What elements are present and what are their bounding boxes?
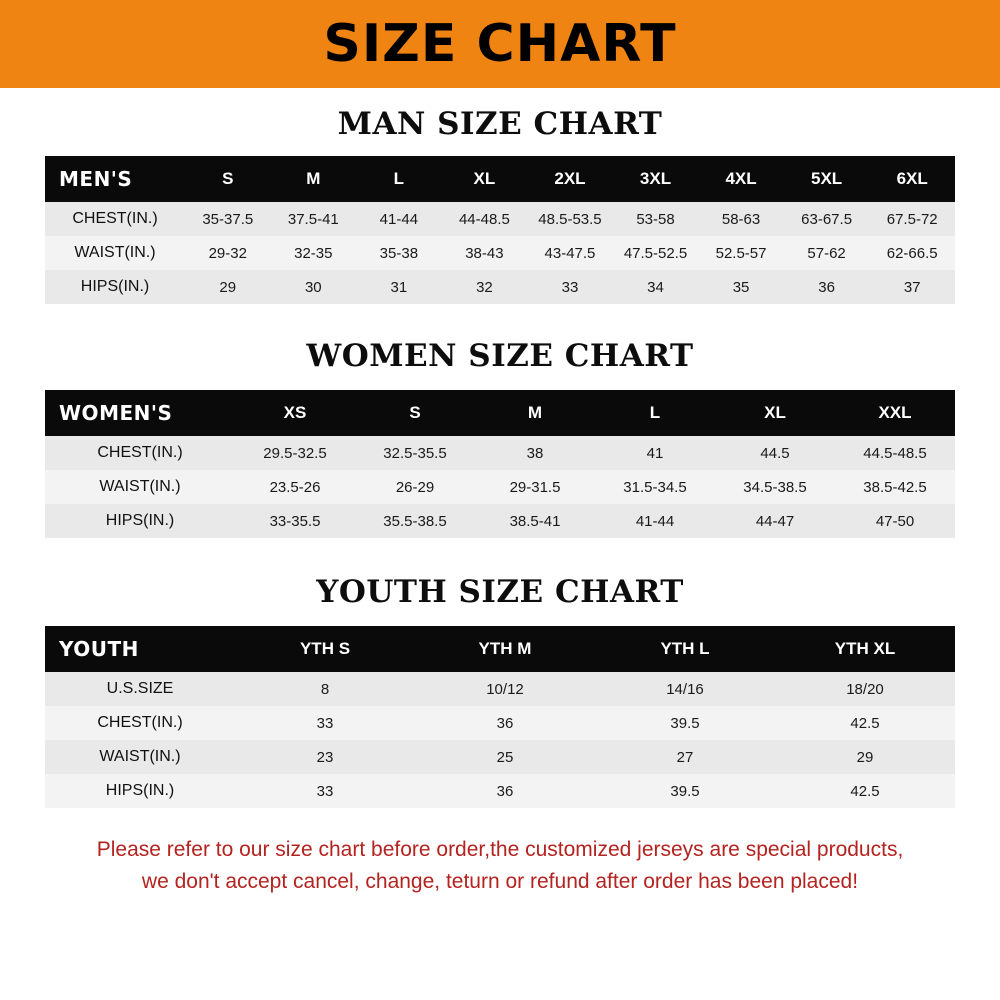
table-row: [45, 706, 955, 740]
page-banner: [0, 0, 1000, 88]
cell: 33-35.5: [269, 512, 321, 530]
row-label: CHEST(IN.): [97, 444, 183, 461]
cell: 32.5-35.5: [383, 444, 447, 462]
cell: 37.5-41: [287, 210, 339, 228]
row-label: WAIST(IN.): [99, 748, 181, 765]
cell: 63-67.5: [801, 210, 853, 228]
disclaimer-note: [30, 834, 970, 897]
men-col-header: 2XL: [554, 169, 586, 188]
women-section-heading: WOMEN SIZE CHART: [306, 338, 694, 374]
table-header-row: [45, 156, 955, 202]
cell: 41-44: [379, 210, 419, 228]
table-row: [45, 504, 955, 538]
cell: 32-35: [294, 244, 333, 262]
cell: 42.5: [850, 714, 880, 732]
cell: 41-44: [635, 512, 675, 530]
youth-table-wrapper: [45, 626, 955, 808]
men-table-wrapper: [45, 156, 955, 304]
men-col-header: M: [306, 169, 321, 188]
cell: 26-29: [395, 478, 435, 496]
cell: 38.5-41: [509, 512, 561, 530]
cell: 32: [476, 278, 493, 296]
cell: 31: [390, 278, 408, 296]
cell: 48.5-53.5: [538, 210, 602, 228]
cell: 10/12: [486, 680, 524, 698]
cell: 57-62: [807, 244, 846, 262]
youth-col-header: YTH S: [299, 639, 351, 658]
youth-header-label: YOUTH: [59, 637, 139, 661]
cell: 38: [526, 444, 544, 462]
table-header-row: [45, 626, 955, 672]
cell: 31.5-34.5: [623, 478, 687, 496]
cell: 29.5-32.5: [263, 444, 327, 462]
women-size-table: [45, 390, 955, 538]
cell: 29: [856, 748, 874, 766]
cell: 58-63: [721, 210, 761, 228]
men-section-heading: MAN SIZE CHART: [337, 106, 663, 142]
cell: 35-37.5: [202, 210, 254, 228]
youth-size-table: [45, 626, 955, 808]
cell: 25: [496, 748, 514, 766]
cell: 35.5-38.5: [383, 512, 447, 530]
table-header-row: [45, 390, 955, 436]
youth-col-header: YTH M: [478, 639, 532, 658]
table-row: [45, 236, 955, 270]
men-col-header: 6XL: [896, 169, 928, 188]
table-row: [45, 470, 955, 504]
row-label: WAIST(IN.): [99, 478, 181, 495]
table-row: [45, 740, 955, 774]
cell: 52.5-57: [715, 244, 767, 262]
row-label: HIPS(IN.): [105, 512, 175, 529]
men-col-header: S: [222, 169, 234, 188]
row-label: WAIST(IN.): [74, 244, 156, 261]
youth-col-header: YTH L: [660, 639, 710, 658]
cell: 39.5: [670, 714, 700, 732]
cell: 42.5: [850, 782, 880, 800]
cell: 47.5-52.5: [623, 244, 688, 262]
women-col-header: M: [527, 403, 543, 422]
cell: 18/20: [846, 680, 884, 698]
women-col-header: XL: [764, 403, 786, 422]
cell: 30: [304, 278, 322, 296]
table-row: [45, 202, 955, 236]
cell: 8: [320, 680, 330, 698]
cell: 36: [496, 782, 514, 800]
women-col-header: XXL: [878, 403, 912, 422]
table-row: [45, 672, 955, 706]
youth-section-heading: YOUTH SIZE CHART: [316, 574, 684, 610]
cell: 53-58: [636, 210, 675, 228]
table-row: [45, 774, 955, 808]
cell: 44.5-48.5: [863, 444, 927, 462]
cell: 33: [561, 278, 579, 296]
cell: 44-48.5: [458, 210, 510, 228]
cell: 14/16: [666, 680, 704, 698]
cell: 36: [818, 278, 835, 296]
table-row: [45, 270, 955, 304]
cell: 36: [496, 714, 514, 732]
row-label: CHEST(IN.): [97, 714, 183, 731]
cell: 41: [646, 444, 664, 462]
cell: 27: [676, 748, 694, 766]
cell: 34.5-38.5: [743, 478, 807, 496]
men-col-header: 3XL: [639, 169, 672, 188]
cell: 39.5: [670, 782, 700, 800]
women-col-header: S: [409, 403, 421, 422]
disclaimer-line-1: Please refer to our size chart before order,the customized jerseys are special products,: [96, 838, 904, 861]
men-col-header: XL: [473, 169, 496, 188]
cell: 23: [316, 748, 334, 766]
men-col-header: 4XL: [725, 169, 757, 188]
men-header-label: MEN'S: [59, 167, 133, 191]
men-col-header: L: [393, 169, 405, 188]
cell: 29-32: [208, 244, 247, 262]
row-label: HIPS(IN.): [80, 278, 150, 295]
row-label: CHEST(IN.): [72, 210, 158, 227]
cell: 35: [732, 278, 750, 296]
men-size-table: [45, 156, 955, 304]
row-label: U.S.SIZE: [106, 680, 174, 697]
cell: 34: [647, 278, 664, 296]
page-title: SIZE CHART: [323, 14, 677, 74]
cell: 35-38: [379, 244, 419, 262]
women-table-wrapper: [45, 390, 955, 538]
row-label: HIPS(IN.): [105, 782, 175, 799]
cell: 33: [316, 714, 334, 732]
cell: 29-31.5: [509, 478, 561, 496]
youth-col-header: YTH XL: [834, 639, 896, 658]
women-header-label: WOMEN'S: [59, 401, 173, 425]
table-row: [45, 436, 955, 470]
cell: 33: [316, 782, 334, 800]
cell: 37: [903, 278, 921, 296]
disclaimer-line-2: we don't accept cancel, change, teturn or refund after order has been placed!: [141, 869, 859, 893]
women-col-header: XS: [283, 403, 307, 422]
cell: 44-47: [755, 512, 795, 530]
cell: 29: [219, 278, 237, 296]
cell: 38.5-42.5: [863, 478, 927, 496]
cell: 43-47.5: [544, 244, 596, 262]
men-col-header: 5XL: [811, 169, 843, 188]
cell: 38-43: [465, 244, 504, 262]
cell: 23.5-26: [269, 478, 321, 496]
cell: 44.5: [760, 444, 790, 462]
cell: 62-66.5: [886, 244, 938, 262]
women-col-header: L: [649, 403, 661, 422]
cell: 67.5-72: [886, 210, 938, 228]
cell: 47-50: [875, 512, 915, 530]
